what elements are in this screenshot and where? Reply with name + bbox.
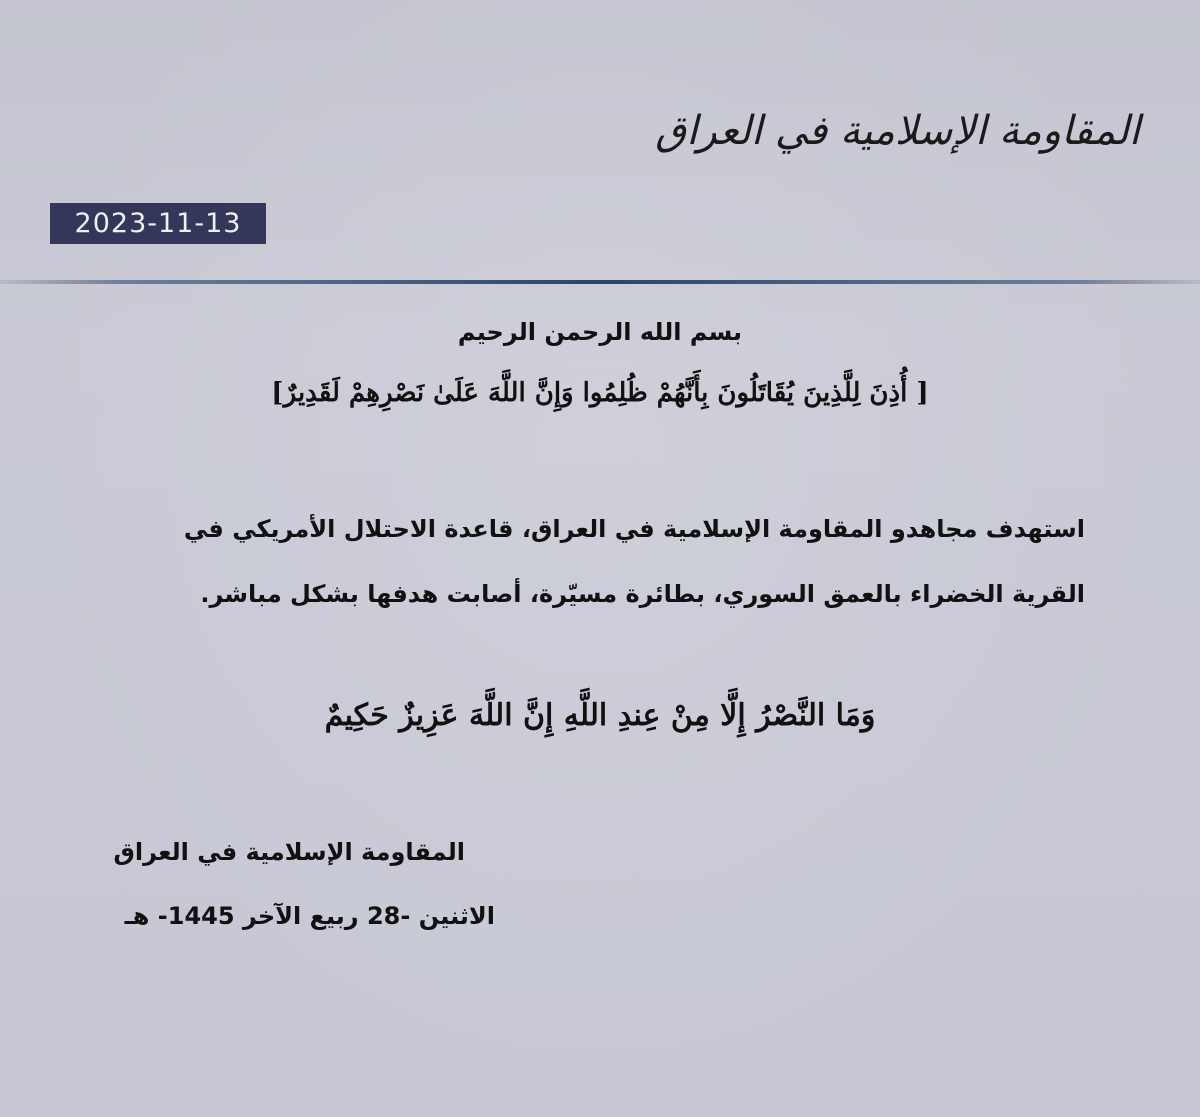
opening-verse: [ أُذِنَ لِلَّذِينَ يُقَاتَلُونَ بِأَنَّهُمْ ظُلِمُوا وَإِنَّ اللَّهَ عَلَىٰ نَصْرِهِمْ لَقَدِيرٌ]	[271, 378, 929, 408]
statement-body-line-1: استهدف مجاهدو المقاومة الإسلامية في العراق، قاعدة الاحتلال الأمريكي في	[183, 515, 1085, 543]
bismillah-heading: بسم الله الرحمن الرحيم	[457, 318, 743, 346]
signature-organization: المقاومة الإسلامية في العراق	[113, 838, 465, 866]
header-divider	[0, 280, 1200, 284]
organization-logo-text: المقاومة الإسلامية في العراق	[655, 108, 1140, 154]
closing-verse: وَمَا النَّصْرُ إِلَّا مِنْ عِندِ اللَّهِ إِنَّ اللَّهَ عَزِيزٌ حَكِيمٌ	[324, 698, 876, 733]
statement-body-line-2: القرية الخضراء بالعمق السوري، بطائرة مسيّرة، أصابت هدفها بشكل مباشر.	[200, 580, 1085, 608]
signature-hijri-date: الاثنين -28 ربيع الآخر 1445- هـ	[124, 902, 495, 930]
date-badge: 2023-11-13	[50, 203, 266, 244]
